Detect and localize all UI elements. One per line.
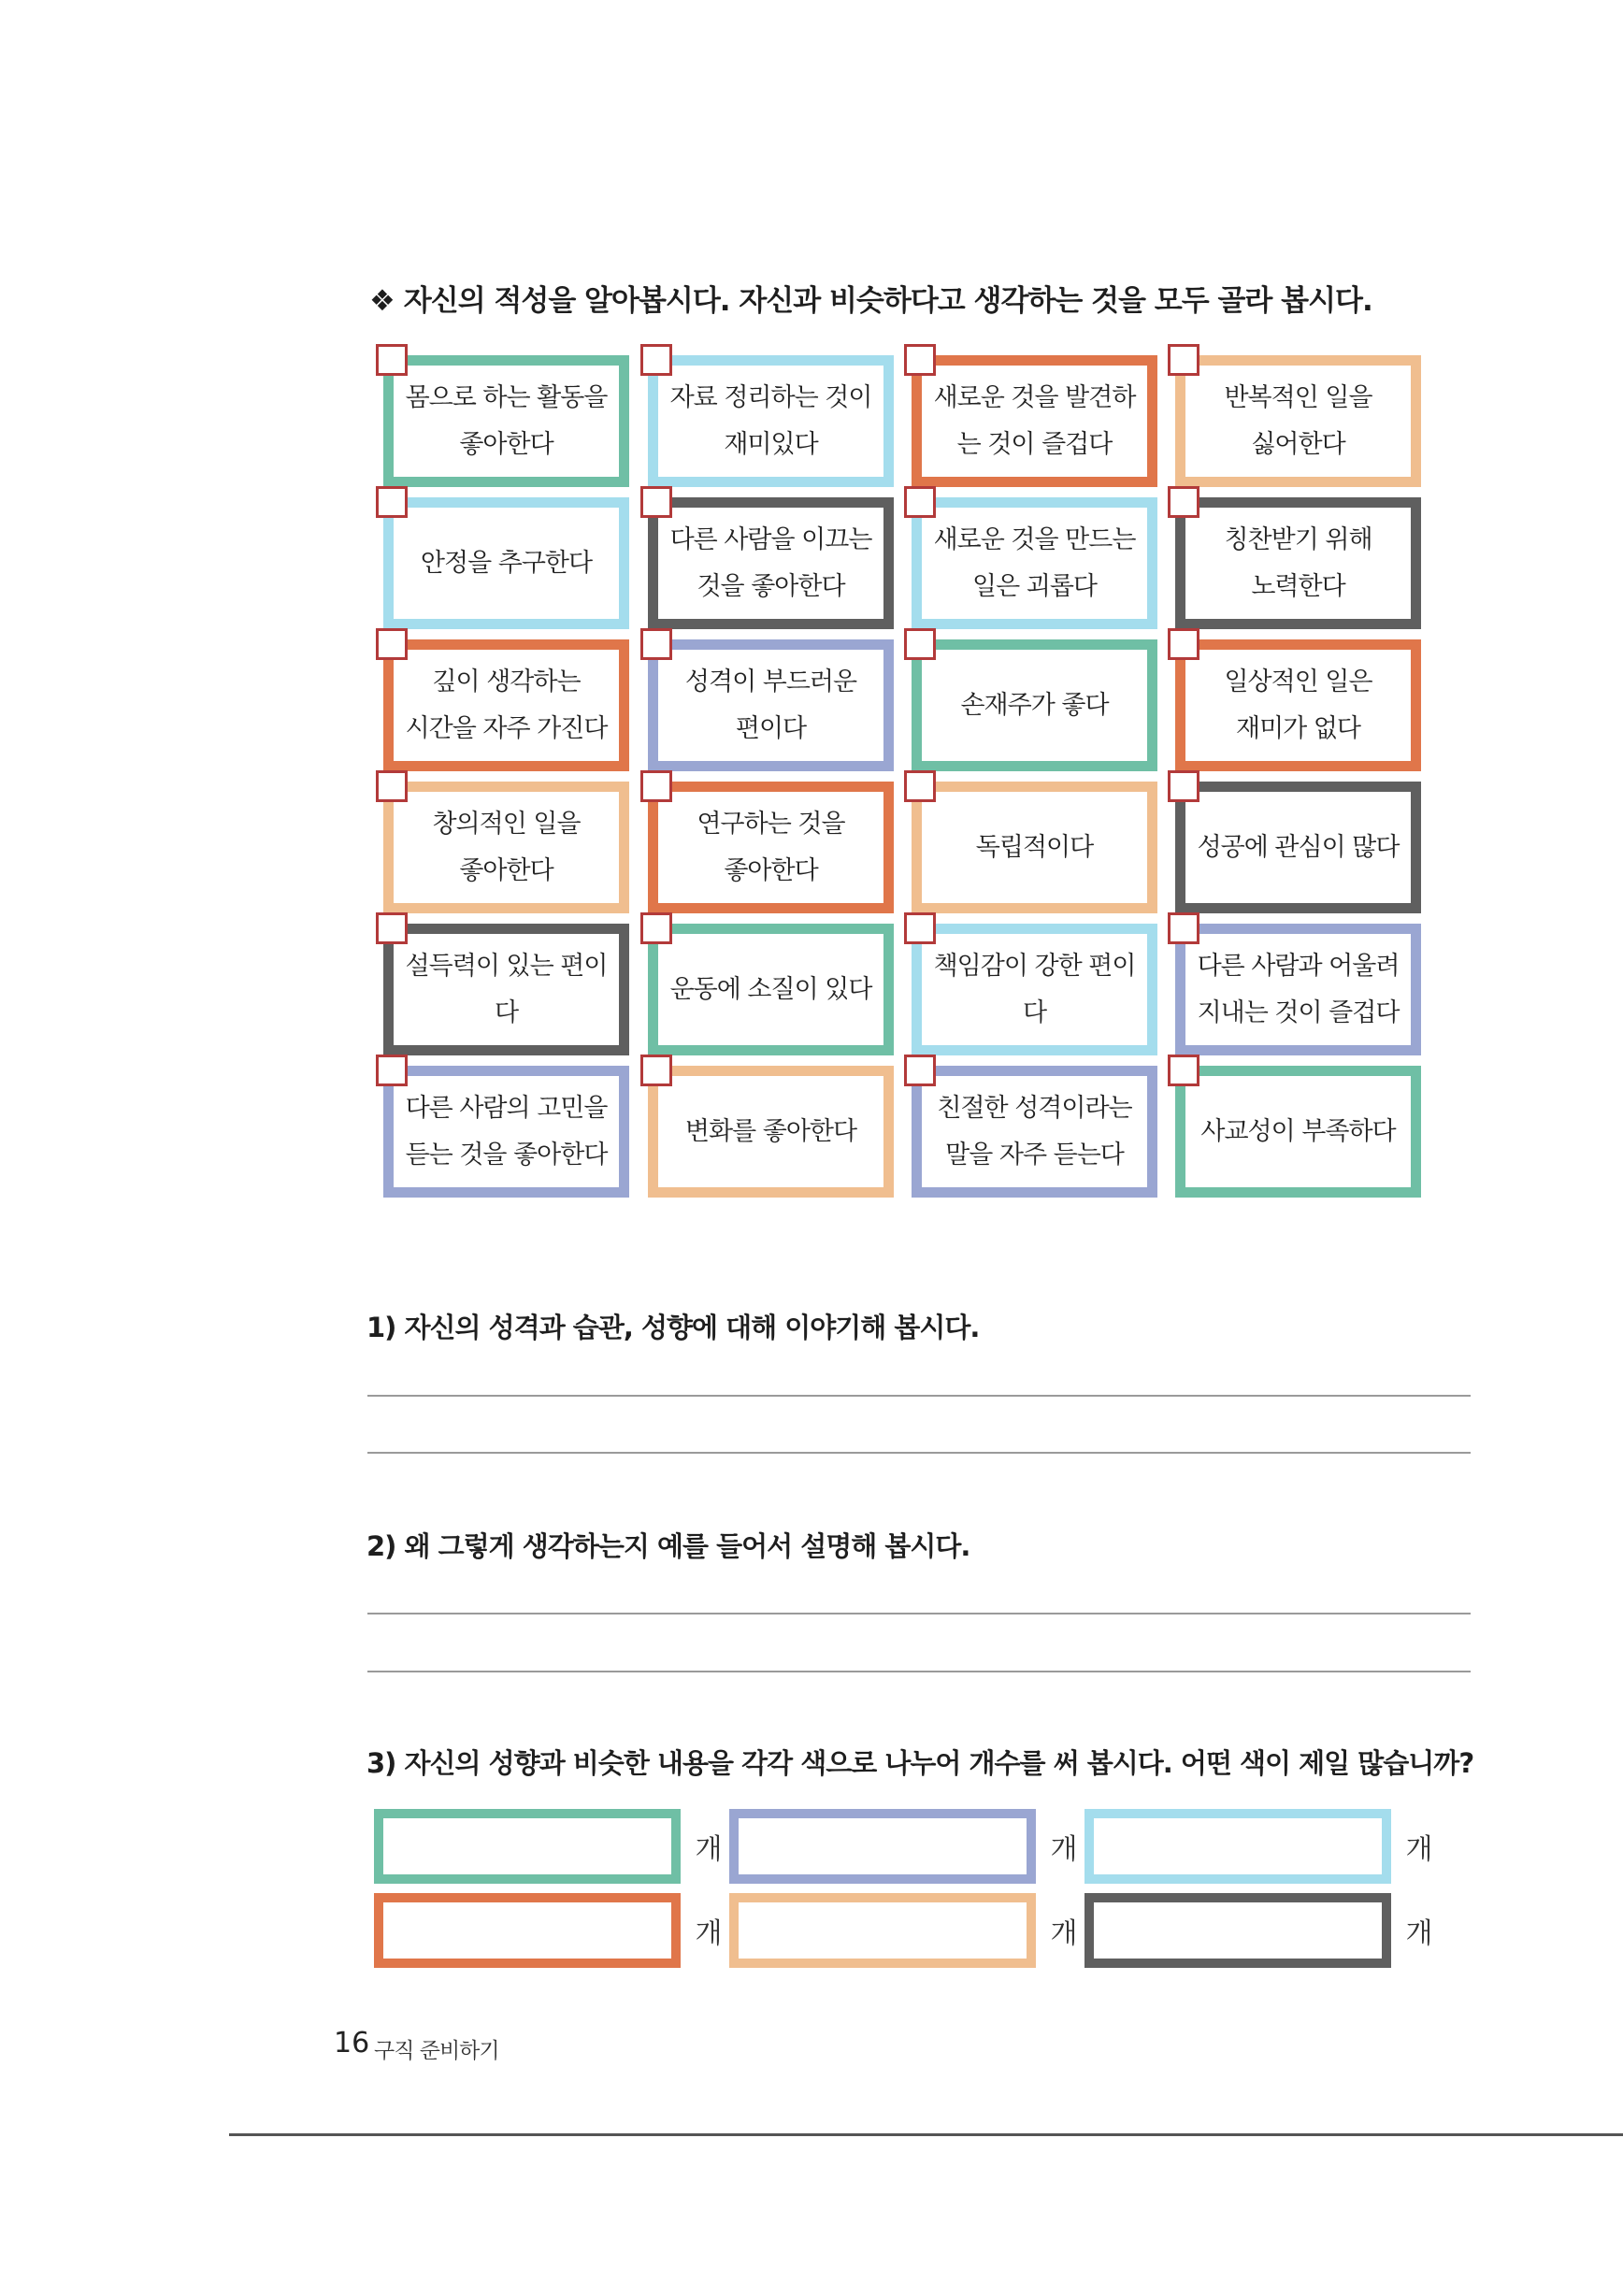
count-box-gray[interactable] [1084, 1893, 1391, 1968]
question-1: 1) 자신의 성격과 습관, 성향에 대해 이야기해 봅시다. [366, 1312, 980, 1343]
count-unit: 개 [1405, 1833, 1433, 1866]
trait-checkbox[interactable] [640, 486, 672, 518]
trait-checkbox[interactable] [640, 912, 672, 944]
trait-label: 다른 사람을 이끄는 것을 좋아한다 [669, 524, 872, 601]
instruction-heading [369, 277, 1372, 319]
trait-checkbox[interactable] [1168, 628, 1199, 660]
count-unit: 개 [1050, 1917, 1078, 1950]
page-number: 16 [334, 2027, 370, 2059]
section-title: 구직 준비하기 [374, 2039, 499, 2063]
count-unit: 개 [1405, 1917, 1433, 1950]
trait-label: 친절한 성격이라는 말을 자주 듣는다 [937, 1093, 1132, 1170]
trait-card[interactable] [912, 639, 1157, 771]
trait-checkbox[interactable] [376, 486, 408, 518]
trait-card[interactable] [912, 782, 1157, 913]
instruction-text: 자신의 적성을 알아봅시다. 자신과 비슷하다고 생각하는 것을 모두 골라 봅시다. [403, 284, 1372, 318]
count-box-blue[interactable] [1084, 1809, 1391, 1884]
trait-label: 깊이 생각하는 시간을 자주 가진다 [405, 667, 608, 743]
trait-checkbox[interactable] [1168, 344, 1199, 376]
question-2: 2) 왜 그렇게 생각하는지 예를 들어서 설명해 봅시다. [366, 1530, 970, 1562]
trait-checkbox[interactable] [376, 770, 408, 802]
trait-label: 안정을 추구한다 [420, 548, 593, 578]
trait-card[interactable] [383, 924, 629, 1055]
trait-grid [383, 355, 1435, 1206]
trait-card[interactable] [1175, 782, 1421, 913]
trait-label: 반복적인 일을 싫어한다 [1224, 382, 1372, 459]
trait-card[interactable] [648, 639, 894, 771]
trait-label: 설득력이 있는 편이다 [405, 951, 608, 1027]
trait-card[interactable] [383, 497, 629, 629]
trait-checkbox[interactable] [640, 1055, 672, 1086]
trait-card[interactable] [912, 924, 1157, 1055]
trait-label: 손재주가 좋다 [960, 690, 1109, 720]
trait-label: 성격이 부드러운 편이다 [684, 667, 857, 743]
trait-checkbox[interactable] [376, 344, 408, 376]
trait-card[interactable] [383, 782, 629, 913]
trait-checkbox[interactable] [376, 912, 408, 944]
trait-card[interactable] [383, 1066, 629, 1198]
count-box-orange[interactable] [374, 1893, 681, 1968]
trait-card[interactable] [1175, 924, 1421, 1055]
trait-label: 새로운 것을 발견하 는 것이 즐겁다 [933, 382, 1136, 459]
trait-checkbox[interactable] [904, 912, 936, 944]
trait-card[interactable] [383, 355, 629, 487]
footer-rule [229, 2133, 1623, 2136]
trait-card[interactable] [1175, 355, 1421, 487]
trait-label: 책임감이 강한 편이다 [933, 951, 1136, 1027]
trait-card[interactable] [1175, 1066, 1421, 1198]
count-box-peach[interactable] [729, 1893, 1036, 1968]
trait-label: 창의적인 일을 좋아한다 [432, 809, 581, 885]
trait-card[interactable] [648, 782, 894, 913]
answer-line-1a[interactable] [367, 1395, 1471, 1397]
trait-checkbox[interactable] [640, 628, 672, 660]
trait-card[interactable] [1175, 497, 1421, 629]
trait-checkbox[interactable] [376, 628, 408, 660]
trait-checkbox[interactable] [640, 344, 672, 376]
trait-card[interactable] [648, 497, 894, 629]
trait-label: 몸으로 하는 활동을 좋아한다 [405, 382, 608, 459]
trait-card[interactable] [648, 924, 894, 1055]
trait-label: 연구하는 것을 좋아한다 [697, 809, 845, 885]
count-box-purple[interactable] [729, 1809, 1036, 1884]
trait-checkbox[interactable] [1168, 1055, 1199, 1086]
trait-checkbox[interactable] [904, 770, 936, 802]
diamond-bullet-icon: ❖ [369, 284, 395, 318]
count-unit: 개 [695, 1917, 723, 1950]
trait-card[interactable] [912, 497, 1157, 629]
trait-label: 운동에 소질이 있다 [669, 974, 872, 1004]
count-box-green[interactable] [374, 1809, 681, 1884]
trait-checkbox[interactable] [904, 628, 936, 660]
trait-label: 독립적이다 [975, 832, 1094, 862]
trait-label: 다른 사람의 고민을 듣는 것을 좋아한다 [405, 1093, 608, 1170]
trait-label: 성공에 관심이 많다 [1197, 832, 1400, 862]
count-unit: 개 [1050, 1833, 1078, 1866]
trait-label: 다른 사람과 어울려 지내는 것이 즐겁다 [1197, 951, 1400, 1027]
trait-card[interactable] [383, 639, 629, 771]
answer-line-2b[interactable] [367, 1671, 1471, 1672]
trait-label: 변화를 좋아한다 [684, 1116, 857, 1146]
answer-line-2a[interactable] [367, 1613, 1471, 1614]
answer-line-1b[interactable] [367, 1452, 1471, 1454]
trait-label: 새로운 것을 만드는 일은 괴롭다 [933, 524, 1136, 601]
trait-label: 칭찬받기 위해 노력한다 [1224, 524, 1372, 601]
trait-checkbox[interactable] [1168, 770, 1199, 802]
trait-checkbox[interactable] [904, 1055, 936, 1086]
trait-label: 사교성이 부족하다 [1200, 1116, 1396, 1146]
question-3: 3) 자신의 성향과 비슷한 내용을 각각 색으로 나누어 개수를 써 봅시다. 어떤 색이 제일 많습니까? [366, 1747, 1474, 1779]
trait-checkbox[interactable] [1168, 912, 1199, 944]
trait-label: 자료 정리하는 것이 재미있다 [669, 382, 872, 459]
trait-checkbox[interactable] [376, 1055, 408, 1086]
trait-card[interactable] [648, 355, 894, 487]
trait-checkbox[interactable] [904, 344, 936, 376]
trait-card[interactable] [912, 1066, 1157, 1198]
trait-checkbox[interactable] [640, 770, 672, 802]
trait-checkbox[interactable] [904, 486, 936, 518]
trait-card[interactable] [648, 1066, 894, 1198]
count-unit: 개 [695, 1833, 723, 1866]
trait-label: 일상적인 일은 재미가 없다 [1224, 667, 1372, 743]
trait-card[interactable] [912, 355, 1157, 487]
trait-checkbox[interactable] [1168, 486, 1199, 518]
trait-card[interactable] [1175, 639, 1421, 771]
